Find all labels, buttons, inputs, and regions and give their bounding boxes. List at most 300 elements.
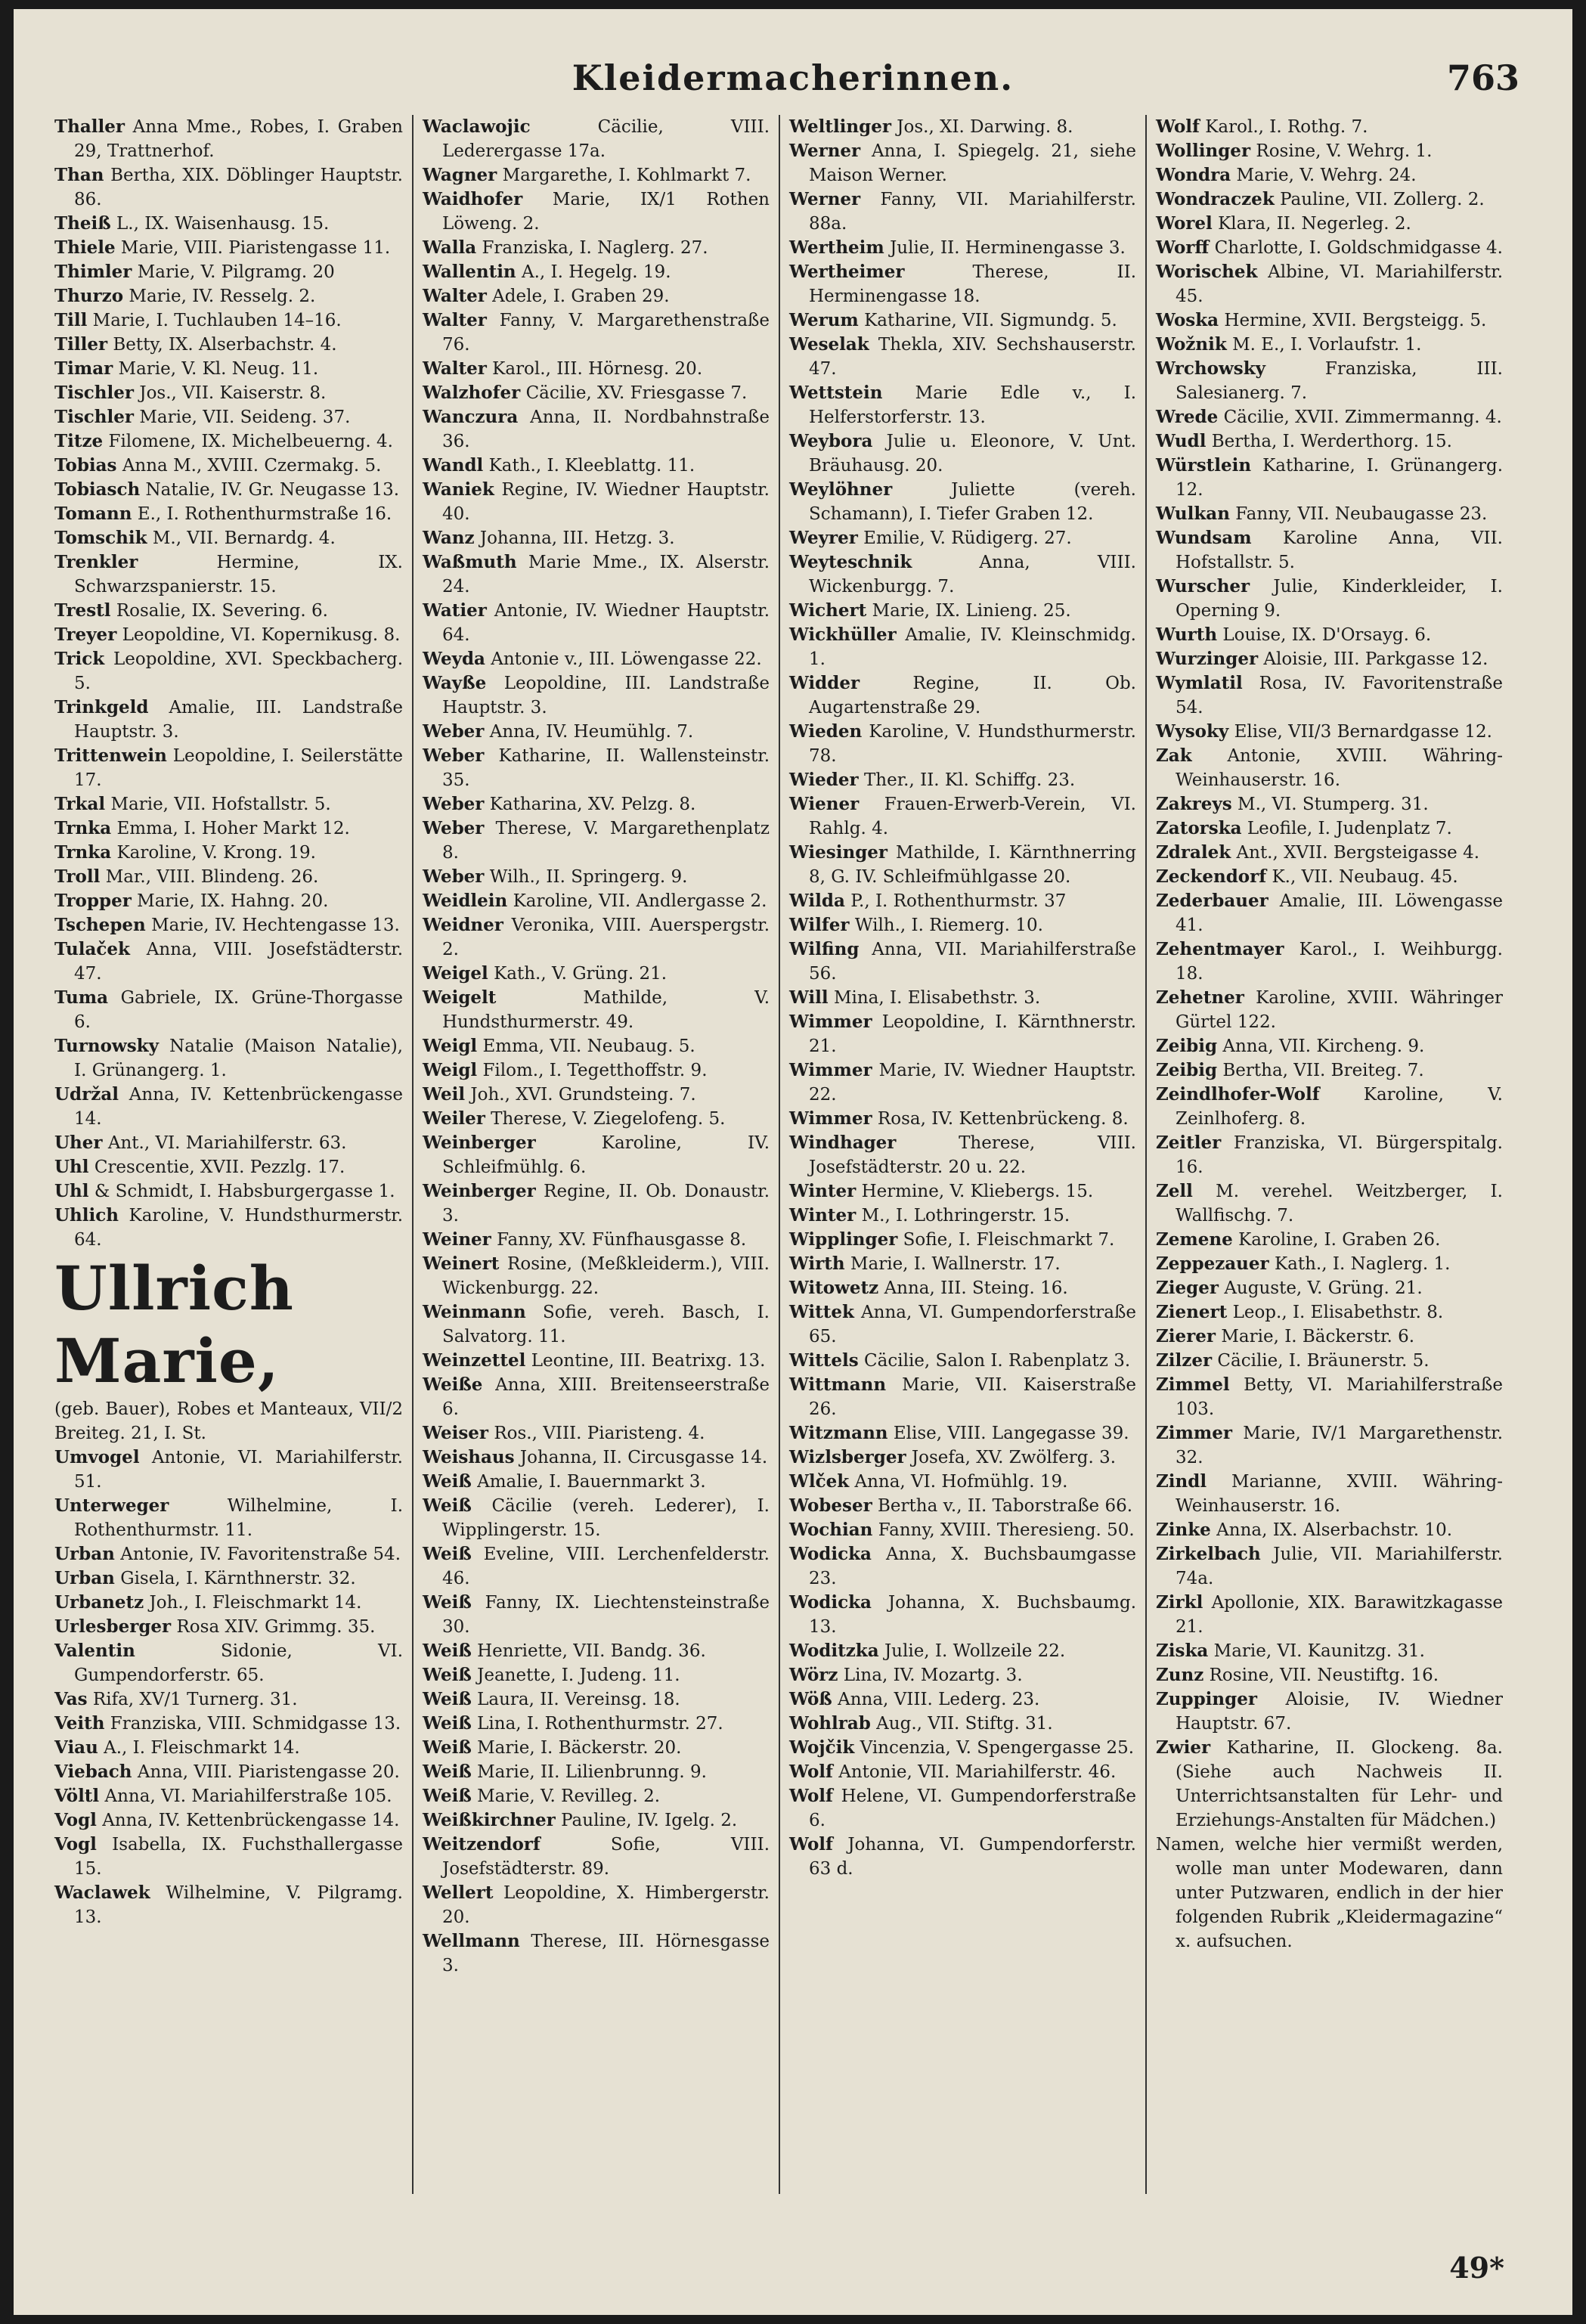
directory-entry [1156,1300,1503,1325]
entry-details: Marie, VI. Kaunitzg. 31. [1213,1641,1425,1661]
directory-entry [423,478,770,526]
entry-details: Julie, I. Wollzeile 22. [884,1641,1066,1661]
entry-name: Weybora [789,431,873,451]
directory-entry [423,187,770,236]
entry-name: Wudl [1156,431,1207,451]
entry-name: Urlesberger [54,1616,172,1637]
entry-details: Marie, IX/1 Rothen Löweng. 2. [442,190,770,234]
entry-name: Weylöhner [789,479,893,500]
entry-details: Emma, I. Hoher Markt 12. [116,819,350,838]
entry-name: Waidhofer [423,189,523,209]
entry-details: Fanny, VII. Neubaugasse 23. [1235,504,1488,524]
entry-details: Betty, VI. Mariahilferstraße 103. [1176,1375,1504,1419]
entry-details: Anna, VIII. Lederg. 23. [838,1690,1040,1709]
directory-entry [789,1179,1136,1204]
directory-entry [1156,1833,1503,1954]
directory-entry [789,1010,1136,1058]
entry-details: Rifa, XV/1 Turnerg. 31. [92,1690,298,1709]
directory-entry [789,792,1136,841]
entry-details: Franziska, VI. Bürgerspitalg. 16. [1176,1133,1503,1177]
directory-entry [54,1881,403,1929]
directory-entry [54,260,403,284]
entry-name: Thimler [54,262,132,282]
entry-name: Wiener [789,794,860,814]
entry-name: Weiß [423,1786,472,1806]
directory-entry [423,1446,770,1470]
directory-entry [54,333,403,357]
entry-details: Klara, II. Negerleg. 2. [1218,214,1411,234]
entry-name: Zindl [1156,1471,1207,1492]
entry-details: Therese, VIII. Josefstädterstr. 20 u. 22. [809,1133,1136,1177]
entry-name: Weiß [423,1713,472,1734]
directory-entry [54,212,403,236]
directory-entry [789,429,1136,478]
directory-entry [54,526,403,550]
entry-name: Wrchowsky [1156,358,1266,379]
directory-entry [1156,1470,1503,1518]
entry-details: Elise, VII/3 Bernardgasse 12. [1234,722,1492,742]
directory-entry [1156,986,1503,1034]
entry-details: Bertha, I. Werderthorg. 15. [1211,432,1452,451]
entry-details: Leopoldine, I. Kärnthnerstr. 21. [809,1012,1137,1056]
entry-name: Trnka [54,842,112,863]
entry-details: Therese, II. Herminengasse 18. [809,262,1136,306]
directory-entry [789,1421,1136,1446]
entry-details: Ros., VIII. Piaristeng. 4. [494,1424,705,1443]
directory-entry [423,1663,770,1687]
entry-details: Anna, II. Nordbahnstraße 36. [442,407,770,451]
entry-details: Katharine, VII. Sigmundg. 5. [864,311,1117,330]
directory-entry [54,1252,403,1446]
directory-entry [1156,1736,1503,1833]
directory-entry [423,260,770,284]
entry-name: Widder [789,673,860,693]
entry-name: Wertheimer [789,262,905,282]
entry-details: Katharine, II. Wallensteinstr. 35. [442,746,770,790]
entry-name: Wobeser [789,1495,872,1516]
page-title: Kleidermacherinnen. [572,57,1014,98]
entry-name: Uher [54,1133,103,1153]
entry-name: Tobiasch [54,479,141,500]
entry-details: Leofile, I. Judenplatz 7. [1247,819,1452,838]
entry-name: Wolf [1156,116,1200,137]
directory-entry [423,1300,770,1349]
entry-details: Marie, IV. Resselg. 2. [129,287,316,306]
directory-entry [1156,163,1503,187]
entry-name: Zeibig [1156,1060,1218,1080]
entry-details: Amalie, III. Löwengasse 41. [1176,891,1504,935]
entry-name: Walzhofer [423,383,521,403]
directory-entry [423,1252,770,1300]
entry-details: L., IX. Waisenhausg. 15. [116,214,330,234]
entry-details: Leopoldine, VI. Kopernikusg. 8. [122,625,401,645]
entry-details: Rosa, IV. Kettenbrückeng. 8. [877,1109,1129,1129]
entry-details: Anna, IV. Heumühlg. 7. [489,722,694,742]
entry-details: Rosine, (Meßkleiderm.), VIII. Wickenburgg. 22. [442,1254,770,1298]
directory-entry [54,357,403,381]
entry-details: Joh., I. Fleischmarkt 14. [149,1593,362,1613]
directory-entry [423,284,770,308]
directory-entry [423,647,770,671]
directory-entry [423,1107,770,1131]
directory-entry [1156,671,1503,720]
entry-details: Antonie, VI. Mariahilferstr. 51. [74,1448,403,1492]
entry-details: Julie, II. Herminengasse 3. [890,238,1126,258]
directory-entry [1156,260,1503,308]
directory-entry [1156,139,1503,163]
entry-details: Frauen-Erwerb-Verein, VI. Rahlg. 4. [809,795,1136,838]
directory-entry [789,599,1136,623]
entry-details: Jeanette, I. Judeng. 11. [477,1666,680,1685]
entry-details: Cäcilie, I. Bräunerstr. 5. [1217,1351,1430,1371]
directory-entry [54,816,403,841]
entry-name: Weigl [423,1060,478,1080]
directory-entry [789,381,1136,429]
directory-entry [1156,1349,1503,1373]
directory-entry [789,889,1136,913]
entry-details: Sofie, vereh. Basch, I. Salvatorg. 11. [442,1303,770,1346]
directory-entry [789,1663,1136,1687]
entry-details: Regine, II. Ob. Augartenstraße 29. [809,674,1136,717]
directory-entry [423,1929,770,1978]
entry-name: Wizlsberger [789,1447,906,1467]
entry-details: Marie, V. Wehrg. 24. [1236,166,1417,185]
directory-entry [789,720,1136,768]
entry-name: Zehetner [1156,987,1244,1008]
entry-name: Veith [54,1713,105,1734]
directory-entry [789,1300,1136,1349]
entry-details: Karol., I. Weihburgg. 18. [1176,940,1503,984]
entry-details: Karoline, V. Hundsthurmerstr. 64. [74,1206,403,1250]
entry-details: Pauline, IV. Igelg. 2. [561,1811,738,1830]
entry-name: Wolf [789,1762,833,1782]
entry-name: Troll [54,866,101,887]
entry-name: Wochian [789,1520,873,1540]
directory-entry [789,187,1136,236]
directory-entry [54,1784,403,1808]
entry-details: Regine, II. Ob. Donaustr. 3. [442,1182,770,1226]
entry-details: Gabriele, IX. Grüne-Thorgasse 6. [74,988,403,1032]
entry-details: Antonie, VII. Mariahilferstr. 46. [838,1762,1117,1782]
directory-entry [423,671,770,720]
entry-name: Wolf [789,1834,833,1855]
entry-name: Wolf [789,1786,833,1806]
directory-entry [1156,1034,1503,1058]
entry-details: Anna, VIII. Wickenburgg. 7. [809,553,1136,596]
entry-details: Therese, V. Ziegelofeng. 5. [491,1109,726,1129]
entry-name: Wohlrab [789,1713,871,1734]
entry-name: Wilfing [789,939,860,959]
entry-name: Trestl [54,600,111,621]
directory-entry [423,1591,770,1639]
directory-entry [789,550,1136,599]
entry-details: Anna Mme., Robes, I. Graben 29, Trattnerhof. [74,117,403,161]
entry-name: Winter [789,1205,857,1226]
entry-details: Bertha, XIX. Döblinger Hauptstr. 86. [74,166,403,209]
entry-name: Walla [423,237,477,258]
entry-name: Woska [1156,310,1219,330]
entry-details: Fanny, IX. Liechtensteinstraße 30. [442,1593,770,1637]
entry-name: Zell [1156,1181,1193,1201]
entry-name: Zeppezauer [1156,1253,1269,1274]
directory-entry [54,986,403,1034]
entry-details: Anna, III. Steing. 16. [884,1278,1068,1298]
entry-name: Weiß [423,1544,472,1564]
directory-entry [1156,526,1503,575]
entry-details: Marie, IX. Hahng. 20. [137,891,329,911]
directory-entry [54,647,403,696]
entry-details: Franziska, VIII. Schmidgasse 13. [110,1714,401,1734]
directory-entry [789,236,1136,260]
directory-entry [54,1687,403,1712]
entry-details: Karoline, IV. Schleifmühlg. 6. [442,1133,770,1177]
directory-entry [423,1494,770,1542]
directory-entry [1156,1591,1503,1639]
entry-details: Mina, I. Elisabethstr. 3. [833,988,1041,1008]
directory-entry [423,1639,770,1663]
page-header [14,57,1572,110]
directory-entry [423,1736,770,1760]
entry-details: M. verehel. Weitzberger, I. Wallfischg. 7. [1176,1182,1503,1226]
entry-name: Zehentmayer [1156,939,1284,959]
entry-name: Uhl [54,1157,89,1177]
directory-entry [54,1131,403,1155]
entry-name: Uhl [54,1181,89,1201]
entry-name: Zederbauer [1156,891,1268,911]
entry-name: Wellert [423,1882,494,1903]
entry-details: Namen, welche hier vermißt werden, wolle man unter Modewaren, dann unter Putzwaren, endlich in der hier folgenden Rubrik „Kleidermagazine“ x. aufsuchen. [1156,1835,1503,1951]
directory-entry [54,1446,403,1494]
directory-entry [789,1228,1136,1252]
directory-entry [789,768,1136,792]
directory-entry [54,1566,403,1591]
directory-entry [423,1687,770,1712]
entry-name: Wulkan [1156,504,1230,524]
entry-details: E., I. Rothenthurmstraße 16. [137,504,392,524]
entry-name: Titze [54,431,104,451]
directory-entry [789,1276,1136,1300]
entry-details: Johanna, III. Hetzg. 3. [479,528,675,548]
directory-entry [789,1542,1136,1591]
entry-details: Karoline, V. Zeinlhoferg. 8. [1176,1085,1503,1129]
directory-entry [789,937,1136,986]
entry-details: Rosalie, IX. Severing. 6. [116,601,328,621]
directory-entry [423,454,770,478]
directory-entry [54,1204,403,1252]
directory-entry [789,1058,1136,1107]
entry-name: Wollinger [1156,141,1251,161]
entry-name: Weyteschnik [789,552,912,572]
directory-entry [1156,841,1503,865]
entry-details: Antonie v., III. Löwengasse 22. [491,649,762,669]
directory-entry [54,429,403,454]
entry-details: Julie, VII. Mariahilferstr. 74a. [1176,1545,1503,1588]
entry-name: Theiß [54,213,111,234]
entry-name: Wieden [789,721,863,742]
entry-name: Umvogel [54,1447,140,1467]
entry-details: Anna, VIII. Piaristengasse 20. [137,1762,400,1782]
entry-name: Weiser [423,1423,489,1443]
directory-entry [423,357,770,381]
entry-name: Wlček [789,1471,850,1492]
entry-name: Wickhüller [789,624,897,645]
entry-details: Kath., V. Grüng. 21. [494,964,668,984]
entry-name: Weinberger [423,1133,536,1153]
entry-name: Wondraczek [1156,189,1275,209]
entry-name: Winter [789,1181,857,1201]
directory-entry [1156,865,1503,889]
entry-name: Viebach [54,1762,132,1782]
directory-entry [54,1155,403,1179]
directory-entry [54,478,403,502]
directory-entry [54,1034,403,1083]
entry-details: Charlotte, I. Goldschmidgasse 4. [1214,238,1503,258]
entry-details: Fanny, XV. Fünfhausgasse 8. [497,1230,747,1250]
entry-details: Elise, VIII. Langegasse 39. [893,1424,1129,1443]
entry-name: Weidlein [423,891,508,911]
entry-name: Will [789,987,829,1008]
entry-name: Thurzo [54,286,124,306]
entry-details: Marie, II. Lilienbrunng. 9. [477,1762,707,1782]
entry-name: Weidner [423,915,503,935]
entry-details: M., VI. Stumperg. 31. [1238,795,1429,814]
directory-entry [54,1833,403,1881]
entry-name: Weiler [423,1108,485,1129]
entry-name: Wipplinger [789,1229,898,1250]
entry-name: Weigelt [423,987,497,1008]
entry-details: Marie, VII. Seideng. 37. [139,407,351,427]
entry-details: Therese, III. Hörnesgasse 3. [442,1932,770,1975]
directory-entry [54,405,403,429]
directory-entry [1156,623,1503,647]
entry-details: Helene, VI. Gumpendorferstraße 6. [809,1786,1137,1830]
entry-name: Werner [789,189,861,209]
directory-entry [1156,1421,1503,1470]
entry-name: Weiß [423,1641,472,1661]
entry-details: Marie, I. Bäckerstr. 20. [477,1738,682,1758]
entry-name: Weber [423,818,485,838]
entry-name: Weiß [423,1689,472,1709]
entry-name: Treyer [54,624,117,645]
entry-details: Marie, VII. Hofstallstr. 5. [110,795,331,814]
entry-name: Witowetz [789,1278,879,1298]
directory-entry [54,308,403,333]
entry-name: Weinert [423,1253,500,1274]
entry-details: Anna, IV. Kettenbrückengasse 14. [74,1085,403,1129]
entry-details: Cäcilie, XVII. Zimmermanng. 4. [1223,407,1502,427]
entry-details: Marie, I. Tuchlauben 14–16. [92,311,342,330]
entry-name: Wimmer [789,1060,872,1080]
directory-entry [1156,816,1503,841]
entry-details: Karoline, V. Hundsthurmerstr. 78. [809,722,1136,766]
entry-name: Windhager [789,1133,897,1153]
entry-details: Natalie, IV. Gr. Neugasse 13. [145,480,400,500]
entry-details: P., I. Rothenthurmstr. 37 [850,891,1067,911]
directory-entry [1156,575,1503,623]
directory-entry [423,865,770,889]
entry-name: Wrede [1156,407,1219,427]
directory-page [14,9,1572,2315]
entry-details: Cäcilie, VIII. Lederergasse 17a. [442,117,770,161]
entry-details: Leontine, III. Beatrixg. 13. [531,1351,766,1371]
entry-name: Weinberger [423,1181,536,1201]
entry-name: Worischek [1156,262,1258,282]
entry-details: Wilh., II. Springerg. 9. [489,867,688,887]
directory-entry [423,308,770,357]
entry-name: Vogl [54,1834,97,1855]
directory-entry [1156,1179,1503,1228]
entry-details: Hermine, IX. Schwarzspanierstr. 15. [74,553,403,596]
entry-name: Walter [423,358,487,379]
entry-name: Tuma [54,987,108,1008]
entry-name: Trinkgeld [54,697,149,717]
entry-details: Marie, IX. Linieng. 25. [872,601,1071,621]
entry-details: Rosa, IV. Favoritenstraße 54. [1176,674,1504,717]
entry-name: Weiner [423,1229,491,1250]
entry-name: Weltlinger [789,116,891,137]
entry-name: Zeckendorf [1156,866,1267,887]
entry-name: Tomschik [54,528,147,548]
entry-name: Wiesinger [789,842,888,863]
entry-details: (geb. Bauer), Robes et Manteaux, VII/2 Breiteg. 21, I. St. [54,1399,403,1443]
entry-details: Sidonie, VI. Gumpendorferstr. 65. [74,1641,404,1685]
column-2 [412,115,779,2194]
entry-name: Würstlein [1156,455,1252,476]
entry-name: Waniek [423,479,494,500]
entry-details: Rosa XIV. Grimmg. 35. [176,1617,376,1637]
entry-details: Amalie, III. Landstraße Hauptstr. 3. [74,698,403,742]
directory-entry [789,115,1136,139]
directory-entry [789,1107,1136,1131]
entry-details: Henriette, VII. Bandg. 36. [477,1641,706,1661]
directory-entry [54,1639,403,1687]
entry-details: Wilhelmine, V. Pilgramg. 13. [74,1883,403,1927]
entry-name: Wilda [789,891,845,911]
directory-entry [789,1591,1136,1639]
directory-entry [1156,429,1503,454]
directory-entry [423,720,770,744]
column-3 [779,115,1145,2194]
directory-entry [54,550,403,599]
directory-entry [423,526,770,550]
directory-entry [423,1179,770,1228]
directory-entry [423,744,770,792]
directory-entry [423,986,770,1034]
entry-name: Zieger [1156,1278,1219,1298]
entry-details: Josefa, XV. Zwölferg. 3. [911,1448,1117,1467]
entry-name: Thiele [54,237,116,258]
entry-details: Aloisie, IV. Wiedner Hauptstr. 67. [1176,1690,1503,1734]
entry-details: Emma, VII. Neubaug. 5. [482,1037,695,1056]
entry-name: Weyrer [789,528,858,548]
entry-name: Zirkelbach [1156,1544,1261,1564]
entry-name: Tischler [54,407,135,427]
entry-name: Weil [423,1084,466,1105]
entry-details: Leopoldine, XVI. Speckbacherg. 5. [74,649,404,693]
directory-entry [423,1373,770,1421]
entry-name: Uhlich [54,1205,119,1226]
entry-name: Zienert [1156,1302,1228,1322]
entry-details: Eveline, VIII. Lerchenfelderstr. 46. [442,1545,770,1588]
entry-details: Johanna, X. Buchsbaumg. 13. [809,1593,1136,1637]
entry-name: Wanz [423,528,475,548]
directory-entry [1156,454,1503,502]
entry-details: Hermine, V. Kliebergs. 15. [861,1182,1094,1201]
entry-name: Walter [423,310,487,330]
directory-entry [789,1131,1136,1179]
directory-entry [1156,744,1503,792]
directory-entry [54,454,403,478]
